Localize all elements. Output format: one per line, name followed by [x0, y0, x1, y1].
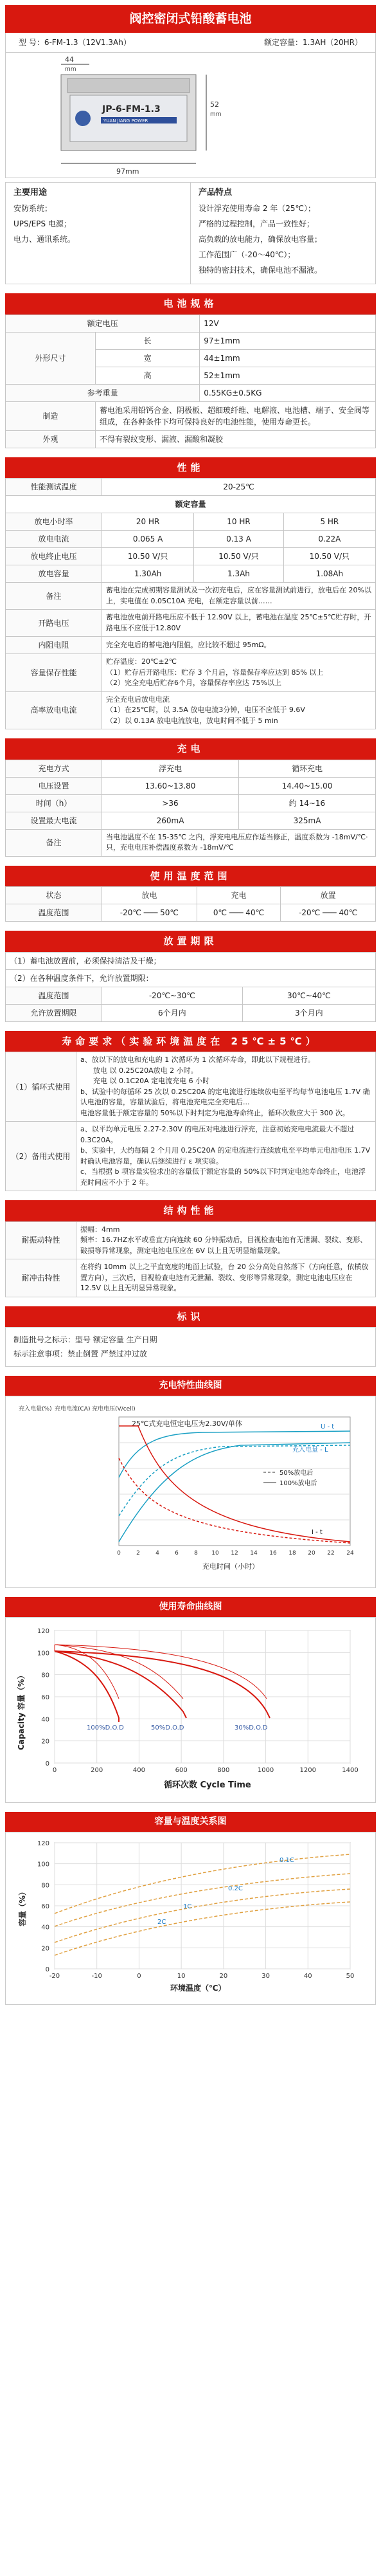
- capv-label: 放电容量: [6, 565, 102, 583]
- curr-label: 放电电流: [6, 531, 102, 548]
- y-tick-label: 60: [41, 1903, 49, 1910]
- dim-label: 外形尺寸: [6, 332, 96, 384]
- vib-line: 频率：16.7HZ水平或垂直方向连续 60 分钟振动后，目视检查电池有无泄漏、裂纹、变形、破损等异常现象，测定电池电压应在 6V 以上且无明显缩量现象。: [80, 1236, 368, 1255]
- perf-note: 蓄电池在完成初期容量测试及一次初充电后，应在容量测试前进行，放电后在 20%以上，实电值在 0.05C10A 充电，在额定容量以前……: [102, 583, 376, 610]
- trait-item: 严格的过程控制，产品一致性好；: [199, 219, 315, 228]
- x-tick-label: 40: [303, 1973, 312, 1980]
- range: -20℃ ─── 40℃: [281, 904, 376, 922]
- period: 3个月内: [242, 1004, 375, 1021]
- struct-table: [5, 1221, 376, 1297]
- x-tick-label: 16: [269, 1550, 277, 1557]
- label-2c: 2C: [157, 1919, 166, 1926]
- perf-temp-label: 性能测试温度: [6, 479, 102, 496]
- dim-key: 高: [96, 367, 200, 384]
- chart2-title: 使用寿命曲线图: [5, 1597, 376, 1617]
- battery-drawing: [5, 53, 376, 178]
- drawing-model-label: JP-6-FM-1.3: [102, 104, 161, 114]
- use-item: 安防系统；: [13, 204, 53, 213]
- dim-val: 97±1mm: [200, 332, 376, 349]
- chart1: [5, 1396, 376, 1588]
- shock-desc: 在将约 10mm 以上之平直宽度的地面上试验，台 20 公分高处自然落下（方向任意，依横放置方向），三次后，目视检查电池有无泄漏、裂纹、变形等异常现象，测定电池电压应在 12.5V 以上且无明显异常现象。: [76, 1259, 376, 1297]
- capv: 1.08Ah: [283, 565, 375, 583]
- section-temp: 使用温度范围: [5, 866, 376, 887]
- float-desc: [76, 1122, 376, 1191]
- model-text: 型 号：6-FM-1.3（12V1.3Ah）: [19, 37, 131, 47]
- x-tick-label: 8: [194, 1550, 198, 1557]
- chart3-title: 容量与温度关系图: [5, 1812, 376, 1832]
- capacity-text: 额定容量：1.3AH（20HR）: [264, 37, 362, 47]
- float-line: c、当根据 b 项容量实验求出的容量低于额定容量的 50%以下时判定电池寿命终止，电池浮充时间应不小于 2 年。: [80, 1167, 366, 1187]
- x-tick-label: 20: [308, 1550, 315, 1557]
- store-temp: 30℃~40℃: [242, 987, 375, 1004]
- chart3-xlabel: 环境温度（℃）: [170, 1984, 226, 1993]
- page-title: 阀控密闭式铅酸蓄电池: [5, 5, 376, 33]
- x-tick-label: 600: [175, 1767, 188, 1774]
- endv: 10.50 V/只: [194, 548, 283, 565]
- rate-label: 放电小时率: [6, 513, 102, 531]
- store: 贮存温度：20℃±2℃ （1）贮存后开路电压：贮存 3 个月后，容量保存率应达到 85% 以上 （2）完全充电后贮存6个月，容量保存率应达 75%以上: [102, 654, 376, 692]
- label-01c: 0.1C: [279, 1857, 294, 1864]
- rate: 20 HR: [102, 513, 194, 531]
- volt: 13.60~13.80: [102, 777, 239, 794]
- perf-temp: 20-25℃: [102, 479, 376, 496]
- chart3: [5, 1832, 376, 2005]
- cycle-life-chart: [10, 1621, 371, 1795]
- x-tick-label: 12: [231, 1550, 238, 1557]
- x-tick-label: 4: [155, 1550, 159, 1557]
- y-tick-label: 60: [41, 1694, 49, 1701]
- label-1c: 1C: [183, 1903, 192, 1910]
- use-item: UPS/EPS 电源；: [13, 219, 71, 228]
- resist: 完全充电后的蓄电池内阻值，应比较不超过 95mΩ。: [102, 637, 376, 654]
- range: -20℃ ─── 50℃: [102, 904, 197, 922]
- marks: [5, 1327, 376, 1367]
- x-tick-label: 50: [346, 1973, 355, 1980]
- traits-column: [190, 183, 375, 284]
- float-line: a、以平均单元电压 2.27-2.30V 的电压对电池进行浮充，注意初始充电电流最大不超过 0.3C20A。: [80, 1125, 355, 1144]
- label-charged: 充入电量 - L: [292, 1447, 328, 1454]
- vib-desc: [76, 1221, 376, 1259]
- endv-label: 放电终止电压: [6, 548, 102, 565]
- range: 0℃ ─── 40℃: [197, 904, 281, 922]
- vib-line: 振幅：4mm: [80, 1225, 120, 1234]
- cycle-line: a、放以下的放电和充电的 1 次循环为 1 次循环寿命，即此以下规程进行。: [80, 1055, 315, 1064]
- x-tick-label: 10: [177, 1973, 186, 1980]
- y-tick-label: 80: [41, 1672, 49, 1679]
- chart1-inner-title: 25℃式充电恒定电压为2.30V/单体: [132, 1420, 243, 1428]
- curr: 0.065 A: [102, 531, 194, 548]
- drawing-brand: YUAN JIANG POWER: [103, 118, 148, 123]
- state: 充电: [197, 887, 281, 904]
- charge-table: [5, 760, 376, 857]
- y-tick-label: 80: [41, 1882, 49, 1890]
- dim-right: 52: [210, 100, 219, 109]
- cycle-label: （1）循环式使用: [6, 1052, 76, 1122]
- dim-key: 长: [96, 332, 200, 349]
- x-tick-label: -20: [49, 1973, 60, 1980]
- resist-label: 内阻电阻: [6, 637, 102, 654]
- time-label: 时间（h）: [6, 794, 102, 812]
- x-tick-label: 14: [250, 1550, 258, 1557]
- battery-illustration: [6, 53, 375, 178]
- chart2-xticks: [53, 1767, 359, 1774]
- store-line: （2）在各种温度条件下，允许放置期限：: [6, 969, 376, 987]
- x-tick-label: 0: [52, 1767, 57, 1774]
- rated-v: 12V: [200, 315, 376, 332]
- make-label: 制造: [6, 401, 96, 430]
- look-label: 外观: [6, 430, 96, 448]
- trait-item: 设计浮充使用寿命 2 年（25℃）；: [199, 204, 316, 213]
- state: 放置: [281, 887, 376, 904]
- x-tick-label: 0: [137, 1973, 141, 1980]
- chart1-xticks: [117, 1550, 354, 1557]
- x-tick-label: 24: [346, 1550, 354, 1557]
- dim-right-unit: mm: [210, 111, 222, 118]
- y-tick-label: 20: [41, 1738, 49, 1746]
- range-label: 温度范围: [6, 904, 102, 922]
- chart2-yticks: [37, 1628, 49, 1768]
- section-struct: 结构性能: [5, 1200, 376, 1221]
- cycle-desc: [76, 1052, 376, 1122]
- x-tick-label: 800: [217, 1767, 230, 1774]
- section-store: 放置期限: [5, 931, 376, 952]
- chart3-yticks: [37, 1840, 49, 1973]
- charge-note-label: 备注: [6, 829, 102, 856]
- trait-item: 工作范围广（-20～40℃）；: [199, 250, 296, 259]
- vib-label: 耐振动特性: [6, 1221, 76, 1259]
- mode: 浮充电: [102, 760, 239, 777]
- x-tick-label: 22: [327, 1550, 335, 1557]
- label-ut: U - t: [321, 1423, 335, 1430]
- x-tick-label: 400: [132, 1767, 145, 1774]
- chart2-ylabel: Capacity 容量（%）: [17, 1671, 26, 1750]
- temp-table: [5, 886, 376, 922]
- x-tick-label: 2: [136, 1550, 140, 1557]
- life-label-100: 100%D.O.D: [87, 1724, 124, 1731]
- temp-capacity-chart: [10, 1836, 371, 1997]
- legend-50: 50%放电后: [279, 1470, 314, 1477]
- chart1-xlabel: 充电时间（小时）: [202, 1562, 259, 1571]
- time: 约 14~16: [239, 794, 376, 812]
- x-tick-label: 6: [175, 1550, 179, 1557]
- state: 放电: [102, 887, 197, 904]
- life-label-30: 30%D.O.D: [235, 1724, 268, 1731]
- traits-title: 产品特点: [199, 187, 233, 197]
- y-tick-label: 0: [45, 1760, 49, 1768]
- label-it: I - t: [312, 1529, 323, 1536]
- life-label-50: 50%D.O.D: [151, 1724, 184, 1731]
- x-tick-label: 20: [219, 1973, 228, 1980]
- section-life: 寿命要求（实验环境温度在 25℃±5℃）: [5, 1031, 376, 1052]
- y-tick-label: 100: [37, 1861, 49, 1868]
- x-tick-label: 0: [117, 1550, 121, 1557]
- max-label: 设置最大电流: [6, 812, 102, 829]
- y-tick-label: 20: [41, 1945, 49, 1953]
- float-label: （2）备用式使用: [6, 1122, 76, 1191]
- store-temp-label: 温度范围: [6, 987, 102, 1004]
- x-tick-label: 30: [261, 1973, 270, 1980]
- x-tick-label: 1000: [257, 1767, 274, 1774]
- section-spec: 电池规格: [5, 293, 376, 315]
- volt: 14.40~15.00: [239, 777, 376, 794]
- uses-title: 主要用途: [13, 187, 48, 197]
- curr: 0.13 A: [194, 531, 283, 548]
- period: 6个月内: [102, 1004, 243, 1021]
- store-table: [5, 952, 376, 1022]
- chart1-y3: 充电电压(V/cell): [92, 1406, 136, 1412]
- weight-label: 参考重量: [6, 384, 200, 401]
- look: 不得有裂纹变形、漏液、漏酸和凝胶: [96, 430, 376, 448]
- time: >36: [102, 794, 239, 812]
- store-line: （1）蓄电池放置前，必须保持清洁及干燥；: [6, 952, 376, 969]
- open-voltage: 蓄电池放电前开路电压应不低于 12.90V 以上，蓄电池在温度 25℃±5℃贮存时，开路电压不应低于12.80V: [102, 610, 376, 637]
- store-temp: -20℃~30℃: [102, 987, 243, 1004]
- chart2-xlabel: 循环次数 Cycle Time: [164, 1780, 251, 1790]
- x-tick-label: 1200: [299, 1767, 317, 1774]
- make: 蓄电池采用铅钙合金、阴极板、超细玻纤维、电解液、电池槽、端子、安全阀等组成，在各种条件下均可保持良好的电池性能，使用寿命更长。: [96, 401, 376, 430]
- shock-label: 耐冲击特性: [6, 1259, 76, 1297]
- note-label: 备注: [6, 583, 102, 610]
- max: 325mA: [239, 812, 376, 829]
- use-item: 电力、通讯系统。: [13, 235, 76, 244]
- x-tick-label: 10: [211, 1550, 219, 1557]
- store-label: 容量保存性能: [6, 654, 102, 692]
- mark-line: 制造批号之标示：型号 额定容量 生产日期: [13, 1335, 157, 1344]
- weight: 0.55KG±0.5KG: [200, 384, 376, 401]
- x-tick-label: 200: [91, 1767, 103, 1774]
- chart3-ylabel: 容量（%）: [18, 1887, 27, 1926]
- section-perf: 性能: [5, 457, 376, 479]
- y-tick-label: 40: [41, 1716, 49, 1724]
- endv: 10.50 V/只: [283, 548, 375, 565]
- y-tick-label: 0: [45, 1966, 49, 1973]
- trait-item: 高负载的放电能力，确保放电容量；: [199, 235, 323, 244]
- highrate-label: 高率放电电流: [6, 691, 102, 729]
- spec-table: [5, 315, 376, 448]
- x-tick-label: 1400: [342, 1767, 359, 1774]
- float-line: b、实验中，大约每隔 2 个月用 0.25C20A 的定电流进行连续放电至平均单元电池电压 1.7V 时确认电池容量，确认后继续进行 ε 项实验。: [80, 1146, 371, 1165]
- y-tick-label: 120: [37, 1628, 49, 1635]
- chart1-y1: 充入电量(%): [19, 1406, 52, 1412]
- highrate: 完全充电后放电电流 （1）在25℃时，以 3.5A 放电电流3分钟，电压不应低于 9.6V （2）以 0.13A 放电电流放电，放电时间不低于 5 min: [102, 691, 376, 729]
- legend-100: 100%放电后: [279, 1480, 317, 1487]
- rate: 10 HR: [194, 513, 283, 531]
- y-tick-label: 100: [37, 1650, 49, 1658]
- chart2: [5, 1617, 376, 1803]
- charge-note: 当电池温度不在 15-35℃ 之内，浮充电电压应作适当修正，温度系数为 -18mV/℃·只，充电电压补偿温度系数为 -18mV/℃: [102, 829, 376, 856]
- cap-head: 额定容量: [6, 496, 376, 513]
- cycle-line: b、试验中的每循环 25 次以 0.25C20A 的定电流进行连续放电至平均每节电池电压 1.7V 确认电池的容量，容量试验后，将电池充电完全充电后...: [80, 1087, 370, 1106]
- capv: 1.30Ah: [102, 565, 194, 583]
- model-line: [5, 33, 376, 53]
- life-table: [5, 1052, 376, 1191]
- dim-top: 44: [65, 55, 74, 64]
- dim-top-unit: mm: [65, 66, 76, 73]
- dim-key: 宽: [96, 349, 200, 367]
- rated-v-label: 额定电压: [6, 315, 200, 332]
- state-label: 状态: [6, 887, 102, 904]
- mode: 循环充电: [239, 760, 376, 777]
- brand-logo-icon: [75, 111, 91, 126]
- y-tick-label: 40: [41, 1924, 49, 1932]
- trait-item: 独特的密封技术，确保电池不漏液。: [199, 266, 323, 275]
- x-tick-label: -10: [91, 1973, 102, 1980]
- features: [5, 182, 376, 285]
- open-label: 开路电压: [6, 610, 102, 637]
- cycle-line: 放电 以 0.25C20A放电 2 小时。: [93, 1066, 198, 1075]
- endv: 10.50 V/只: [102, 548, 194, 565]
- charge-curve-chart: [10, 1400, 371, 1580]
- cycle-line: 电池容量低于额定容量的 50%以下时判定为电池寿命终止，循环次数应大于 300 次。: [80, 1108, 350, 1117]
- section-charge: 充电: [5, 738, 376, 760]
- label-02c: 0.2C: [228, 1885, 243, 1892]
- dim-val: 52±1mm: [200, 367, 376, 384]
- volt-label: 电压设置: [6, 777, 102, 794]
- max: 260mA: [102, 812, 239, 829]
- chart1-title: 充电特性曲线图: [5, 1376, 376, 1396]
- mode-label: 充电方式: [6, 760, 102, 777]
- capv: 1.3Ah: [194, 565, 283, 583]
- period-label: 允许放置期限: [6, 1004, 102, 1021]
- chart1-y2: 充电电流(CA): [55, 1406, 91, 1412]
- x-tick-label: 18: [288, 1550, 296, 1557]
- cycle-line: 充电 以 0.1C20A 定电流充电 6 小时: [93, 1077, 210, 1085]
- dim-bottom: 97mm: [116, 167, 139, 176]
- y-tick-label: 120: [37, 1840, 49, 1847]
- rate: 5 HR: [283, 513, 375, 531]
- dim-val: 44±1mm: [200, 349, 376, 367]
- uses-column: [6, 183, 190, 284]
- perf-table: [5, 478, 376, 729]
- chart3-xticks: [49, 1973, 355, 1980]
- curr: 0.22A: [283, 531, 375, 548]
- section-mark: 标识: [5, 1306, 376, 1328]
- mark-line: 标示注意事项：禁止倒置 严禁过冲过放: [13, 1349, 147, 1358]
